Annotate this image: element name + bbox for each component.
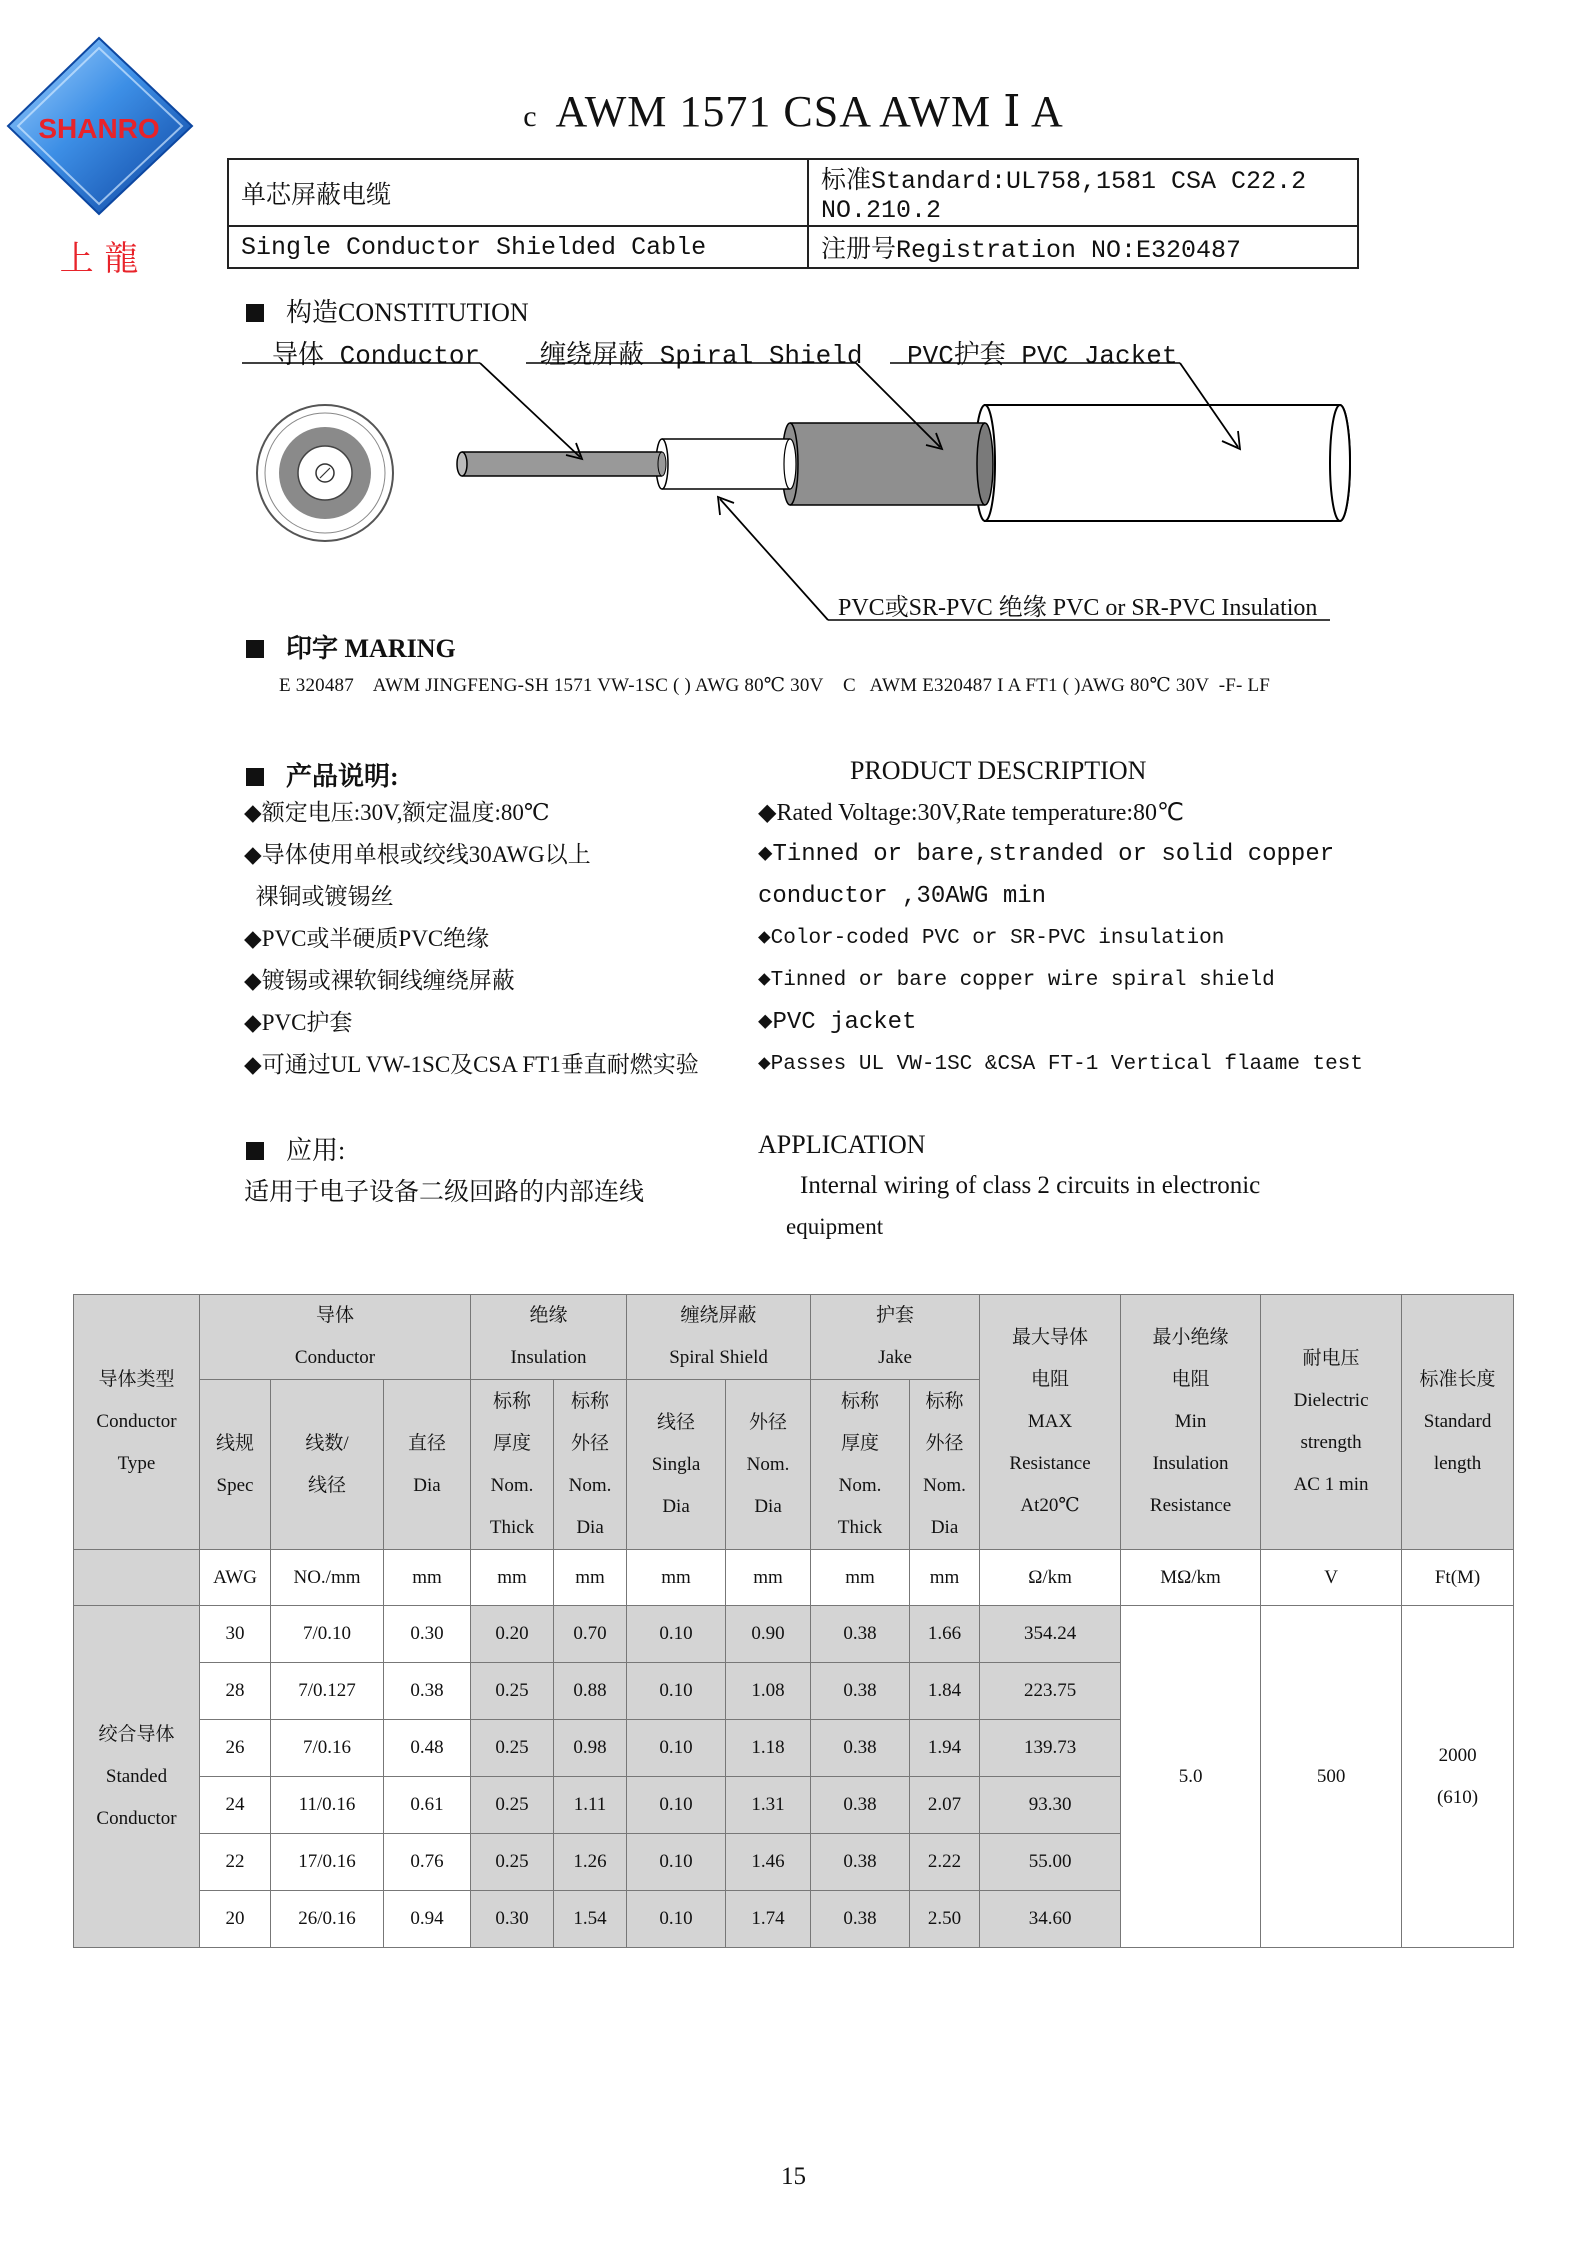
- header-text-line: Conductor: [294, 1347, 376, 1368]
- table-cell: 1.54: [554, 1891, 627, 1948]
- header-text-line: Nom.: [838, 1474, 882, 1496]
- unit-cell: AWG: [200, 1550, 271, 1606]
- constitution-heading: 构造CONSTITUTION: [246, 292, 529, 329]
- stranded-conductor-label: [74, 1606, 200, 1948]
- bullet-square-icon: [246, 1142, 264, 1160]
- table-cell: 0.94: [384, 1891, 471, 1948]
- jacket-label: PVC护套 PVC Jacket: [907, 341, 1178, 371]
- header-text-line: 2000: [1438, 1744, 1477, 1766]
- desc-en-item: ◆Rated Voltage:30V,Rate temperature:80℃: [758, 800, 1184, 826]
- application-text-en-line1: Internal wiring of class 2 circuits in electronic: [800, 1172, 1261, 1199]
- table-cell: 1.31: [726, 1777, 811, 1834]
- table-cell: 2.50: [910, 1891, 980, 1948]
- table-row: [74, 1606, 1514, 1663]
- header-text-line: 护套: [876, 1305, 915, 1326]
- cable-construction-diagram: [230, 335, 1360, 625]
- header-text-line: Dielectric: [1293, 1390, 1369, 1411]
- header-table: [227, 158, 1359, 269]
- table-cell: 0.48: [384, 1720, 471, 1777]
- jacket-group-header: [811, 1295, 980, 1380]
- header-text-line: 导体: [316, 1305, 355, 1326]
- header-text-line: At20℃: [1020, 1495, 1080, 1516]
- table-cell: 2.07: [910, 1777, 980, 1834]
- bullet-square-icon: [246, 640, 264, 658]
- table-cell: 0.10: [627, 1663, 726, 1720]
- page-number: 15: [781, 2163, 806, 2190]
- standard-info: 标准Standard:UL758,1581 CSA C22.2 NO.210.2: [808, 159, 1358, 226]
- desc-en-item: conductor ,30AWG min: [758, 883, 1047, 910]
- table-cell: 0.30: [384, 1606, 471, 1663]
- table-cell: 26: [200, 1720, 271, 1777]
- header-text-line: 标称: [925, 1390, 964, 1412]
- header-text-line: Dia: [413, 1474, 441, 1496]
- header-text-line: Thick: [489, 1516, 535, 1538]
- header-text-line: 导体类型: [98, 1369, 175, 1390]
- header-text-line: Jake: [878, 1347, 912, 1368]
- standard-length-value: [1402, 1606, 1514, 1948]
- header-text-line: Insulation: [1152, 1453, 1229, 1474]
- table-cell: 0.61: [384, 1777, 471, 1834]
- shield-group-header: [627, 1295, 811, 1380]
- en-product-name: Single Conductor Shielded Cable: [228, 226, 808, 268]
- svg-text:SHANRO: SHANRO: [38, 113, 160, 144]
- bullet-square-icon: [246, 768, 264, 786]
- header-text-line: 外径: [571, 1432, 610, 1454]
- header-text-line: 电阻: [1171, 1369, 1210, 1390]
- header-text-line: Insulation: [510, 1347, 587, 1368]
- shield-dia-subheader: [726, 1380, 811, 1550]
- header-text-line: 最大导体: [1012, 1327, 1089, 1348]
- desc-cn-item: ◆镀锡或裸软铜线缠绕屏蔽: [244, 968, 515, 993]
- table-cell: 0.38: [811, 1720, 910, 1777]
- application-heading-cn: 应用:: [246, 1130, 345, 1167]
- unit-cell: mm: [554, 1550, 627, 1606]
- table-cell: 7/0.127: [271, 1663, 384, 1720]
- table-cell: 0.88: [554, 1663, 627, 1720]
- table-cell: 0.10: [627, 1777, 726, 1834]
- header-text-line: 标称: [571, 1390, 610, 1412]
- table-cell: 0.90: [726, 1606, 811, 1663]
- header-text-line: 外径: [749, 1411, 788, 1433]
- units-blank: [74, 1550, 200, 1606]
- desc-cn-item: 裸铜或镀锡丝: [244, 884, 394, 909]
- strands-subheader: [271, 1380, 384, 1550]
- table-cell: 139.73: [980, 1720, 1121, 1777]
- header-text-line: 线规: [215, 1432, 254, 1454]
- marking-text: E 320487 AWM JINGFENG-SH 1571 VW-1SC ( ) AWG 80℃ 30V C AWM E320487 I A FT1 ( )AWG 80℃ 30V -F- LF: [279, 675, 1271, 696]
- header-text-line: 线径: [657, 1411, 696, 1433]
- conductor-group-header: [200, 1295, 471, 1380]
- min-insulation-resistance-header: [1121, 1295, 1261, 1550]
- header-text-line: AC 1 min: [1293, 1474, 1369, 1495]
- table-cell: 354.24: [980, 1606, 1121, 1663]
- unit-cell: NO./mm: [271, 1550, 384, 1606]
- header-text-line: 外径: [925, 1432, 964, 1454]
- header-text-line: 线数/: [305, 1432, 349, 1454]
- header-text-line: Nom.: [746, 1453, 790, 1475]
- table-cell: 2.22: [910, 1834, 980, 1891]
- table-cell: 0.10: [627, 1606, 726, 1663]
- header-text-line: 线径: [307, 1474, 346, 1496]
- header-text-line: 厚度: [493, 1432, 532, 1454]
- header-text-line: Standed: [105, 1765, 168, 1787]
- table-cell: 1.94: [910, 1720, 980, 1777]
- table-cell: 0.38: [811, 1777, 910, 1834]
- table-cell: 0.20: [471, 1606, 554, 1663]
- header-text-line: Standard: [1423, 1411, 1492, 1432]
- jacket-dia-subheader: [910, 1380, 980, 1550]
- table-cell: 22: [200, 1834, 271, 1891]
- desc-en-item: ◆Tinned or bare copper wire spiral shield: [758, 969, 1275, 992]
- table-cell: 11/0.16: [271, 1777, 384, 1834]
- header-text-line: 标准长度: [1419, 1369, 1496, 1390]
- application-text-en-line2: equipment: [786, 1214, 884, 1239]
- product-heading-cn: 产品说明:: [246, 756, 399, 793]
- table-cell: 17/0.16: [271, 1834, 384, 1891]
- header-text-line: Conductor: [96, 1807, 177, 1829]
- desc-en-item: ◆Color-coded PVC or SR-PVC insulation: [758, 927, 1225, 950]
- header-text-line: 直径: [408, 1432, 447, 1454]
- desc-cn-item: ◆额定电压:30V,额定温度:80℃: [244, 800, 550, 825]
- unit-cell: mm: [910, 1550, 980, 1606]
- header-text-line: 标称: [841, 1390, 880, 1412]
- jacket-thick-subheader: [811, 1380, 910, 1550]
- desc-cn-item: ◆导体使用单根或绞线30AWG以上: [244, 842, 591, 867]
- table-cell: 34.60: [980, 1891, 1121, 1948]
- application-text-cn: 适用于电子设备二级回路的内部连线: [244, 1179, 645, 1206]
- table-cell: 7/0.16: [271, 1720, 384, 1777]
- header-text-line: Dia: [930, 1516, 959, 1538]
- dielectric-strength-value: 500: [1261, 1606, 1402, 1948]
- table-cell: 223.75: [980, 1663, 1121, 1720]
- spec-subheader: [200, 1380, 271, 1550]
- application-heading-en: APPLICATION: [758, 1130, 926, 1159]
- max-resistance-header: [980, 1295, 1121, 1550]
- header-text-line: Nom.: [490, 1474, 534, 1496]
- table-cell: 28: [200, 1663, 271, 1720]
- table-cell: 0.38: [811, 1891, 910, 1948]
- header-text-line: 最小绝缘: [1152, 1327, 1229, 1348]
- table-cell: 7/0.10: [271, 1606, 384, 1663]
- header-text-line: Spiral Shield: [669, 1347, 768, 1368]
- desc-en-item: ◆Passes UL VW-1SC &CSA FT-1 Vertical flaame test: [758, 1053, 1363, 1076]
- table-cell: 1.08: [726, 1663, 811, 1720]
- header-text-line: (610): [1436, 1786, 1479, 1808]
- table-cell: 0.25: [471, 1834, 554, 1891]
- header-text-line: Min: [1174, 1411, 1207, 1432]
- header-text-line: MAX: [1027, 1411, 1073, 1432]
- insulation-label: PVC或SR-PVC 绝缘 PVC or SR-PVC Insulation: [838, 595, 1318, 621]
- standard-length-header: [1402, 1295, 1514, 1550]
- unit-cell: V: [1261, 1550, 1402, 1606]
- table-cell: 0.10: [627, 1834, 726, 1891]
- conductor-type-header: [74, 1295, 200, 1550]
- table-cell: 30: [200, 1606, 271, 1663]
- table-cell: 0.76: [384, 1834, 471, 1891]
- conductor-label: 导体 Conductor: [272, 341, 481, 371]
- header-text-line: Nom.: [568, 1474, 612, 1496]
- table-cell: 1.11: [554, 1777, 627, 1834]
- table-cell: 0.25: [471, 1777, 554, 1834]
- shanro-logo: [6, 34, 196, 274]
- table-cell: 0.10: [627, 1891, 726, 1948]
- svg-text:上 龍: 上 龍: [59, 239, 139, 274]
- table-cell: 0.25: [471, 1663, 554, 1720]
- header-text-line: Dia: [754, 1495, 782, 1517]
- table-cell: 0.38: [811, 1606, 910, 1663]
- table-cell: 1.26: [554, 1834, 627, 1891]
- desc-en-item: ◆Tinned or bare,stranded or solid copper: [758, 841, 1335, 868]
- header-text-line: Resistance: [1149, 1495, 1232, 1516]
- header-text-line: 厚度: [841, 1432, 880, 1454]
- header-text-line: Dia: [662, 1495, 690, 1517]
- header-text-line: strength: [1300, 1432, 1362, 1453]
- table-cell: 1.46: [726, 1834, 811, 1891]
- min-insulation-resistance-value: 5.0: [1121, 1606, 1261, 1948]
- desc-en-item: ◆PVC jacket: [758, 1009, 917, 1036]
- desc-cn-item: ◆PVC或半硬质PVC绝缘: [244, 926, 490, 951]
- desc-cn-item: ◆PVC护套: [244, 1010, 353, 1035]
- header-text-line: Conductor: [96, 1411, 177, 1432]
- registration-info: 注册号Registration NO:E320487: [808, 226, 1358, 268]
- header-text-line: length: [1433, 1453, 1482, 1474]
- product-desc-cn: [244, 792, 764, 1086]
- bullet-square-icon: [246, 304, 264, 322]
- ins-dia-subheader: [554, 1380, 627, 1550]
- header-text-line: 电阻: [1031, 1369, 1070, 1390]
- header-text-line: 缠绕屏蔽: [680, 1305, 757, 1326]
- marking-heading: 印字 MARING: [246, 628, 456, 665]
- unit-cell: MΩ/km: [1121, 1550, 1261, 1606]
- unit-cell: mm: [384, 1550, 471, 1606]
- dielectric-strength-header: [1261, 1295, 1402, 1550]
- header-text-line: Spec: [216, 1474, 254, 1496]
- header-text-line: 标称: [493, 1390, 532, 1412]
- specification-table: [73, 1294, 1514, 1948]
- header-text-line: 绞合导体: [98, 1723, 175, 1745]
- table-cell: 0.38: [811, 1663, 910, 1720]
- table-cell: 20: [200, 1891, 271, 1948]
- unit-cell: mm: [726, 1550, 811, 1606]
- table-cell: 1.66: [910, 1606, 980, 1663]
- header-text-line: Resistance: [1009, 1453, 1091, 1474]
- conductor-dia-subheader: [384, 1380, 471, 1550]
- cross-section-icon: [257, 405, 393, 541]
- header-text-line: Nom.: [923, 1474, 966, 1496]
- table-cell: 55.00: [980, 1834, 1121, 1891]
- table-cell: 1.84: [910, 1663, 980, 1720]
- product-heading-en: PRODUCT DESCRIPTION: [850, 756, 1147, 785]
- desc-cn-item: ◆可通过UL VW-1SC及CSA FT1垂直耐燃实验: [244, 1052, 699, 1077]
- table-cell: 0.10: [627, 1720, 726, 1777]
- header-text-line: Singla: [651, 1453, 701, 1475]
- header-text-line: 耐电压: [1302, 1348, 1360, 1369]
- header-text-line: Dia: [576, 1516, 604, 1538]
- header-text-line: Type: [117, 1453, 156, 1474]
- table-cell: 0.38: [811, 1834, 910, 1891]
- table-cell: 1.74: [726, 1891, 811, 1948]
- table-cell: 1.18: [726, 1720, 811, 1777]
- table-cell: 0.25: [471, 1720, 554, 1777]
- table-cell: 0.38: [384, 1663, 471, 1720]
- cn-product-name: 单芯屏蔽电缆: [228, 159, 808, 226]
- unit-cell: Ft(M): [1402, 1550, 1514, 1606]
- ins-thick-subheader: [471, 1380, 554, 1550]
- table-cell: 0.30: [471, 1891, 554, 1948]
- unit-cell: mm: [627, 1550, 726, 1606]
- unit-cell: mm: [811, 1550, 910, 1606]
- table-cell: 24: [200, 1777, 271, 1834]
- insulation-group-header: [471, 1295, 627, 1380]
- unit-cell: mm: [471, 1550, 554, 1606]
- table-cell: 0.98: [554, 1720, 627, 1777]
- spiral-shield-label: 缠绕屏蔽 Spiral Shield: [540, 341, 863, 371]
- header-text-line: 绝缘: [529, 1305, 568, 1326]
- table-cell: 26/0.16: [271, 1891, 384, 1948]
- table-cell: 0.70: [554, 1606, 627, 1663]
- unit-cell: Ω/km: [980, 1550, 1121, 1606]
- header-text-line: Thick: [837, 1516, 883, 1538]
- table-cell: 93.30: [980, 1777, 1121, 1834]
- product-desc-en: [758, 792, 1378, 1086]
- document-title: c AWM 1571 CSA AWM Ⅰ A: [523, 87, 1064, 136]
- shield-singla-subheader: [627, 1380, 726, 1550]
